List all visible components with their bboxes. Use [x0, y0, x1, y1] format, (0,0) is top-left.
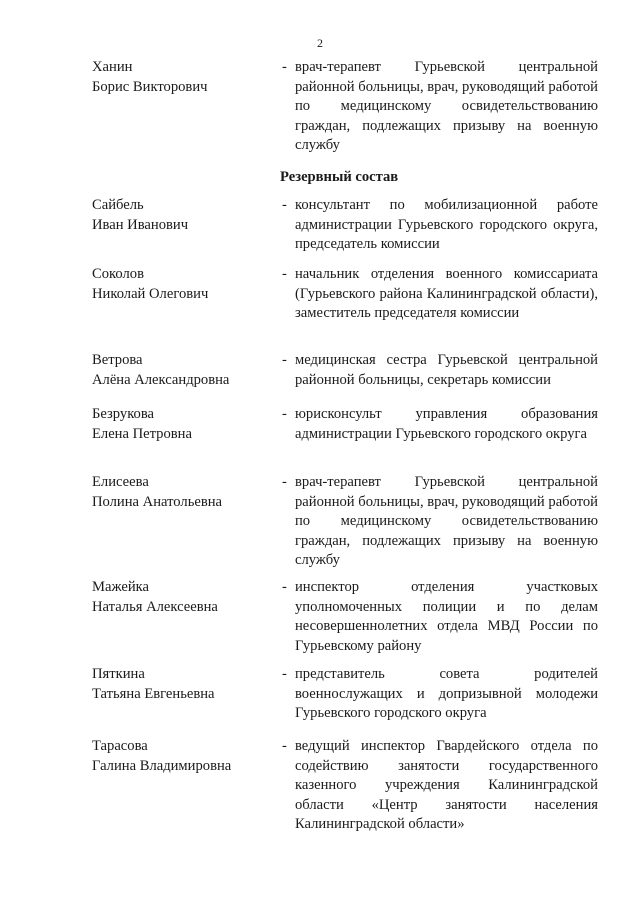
member-surname: Елисеева [92, 474, 149, 490]
member-role: медицинская сестра Гурьевской центральной районной больницы, секретарь комиссии [295, 352, 598, 388]
member-surname: Пяткина [92, 666, 145, 682]
member-surname: Ханин [92, 59, 133, 75]
list-dash: - [282, 266, 287, 282]
list-dash: - [282, 352, 287, 368]
member-name [92, 405, 277, 444]
list-dash: - [282, 406, 287, 422]
member-role: юрисконсульт управления образования администрации Гурьевского городского округа [295, 406, 598, 442]
page-number: 2 [317, 36, 323, 50]
member-surname: Сайбель [92, 197, 144, 213]
member-role: инспектор отделения участковых уполномоченных полиции и по делам несовершеннолетних отдела МВД России по Гурьевскому району [295, 579, 598, 654]
member-given-names: Наталья Алексеевна [92, 598, 218, 615]
member-name [92, 473, 277, 512]
member-role: врач-терапевт Гурьевской центральной районной больницы, врач, руководящий работой по медицинскому освидетельствованию граждан, подлежащих призыву на военную службу [295, 474, 598, 568]
member-role: врач-терапевт Гурьевской центральной районной больницы, врач, руководящий работой по медицинскому освидетельствованию граждан, подлежащих призыву на военную службу [295, 59, 598, 153]
member-given-names: Галина Владимировна [92, 757, 232, 774]
member-role: начальник отделения военного комиссариата (Гурьевского района Калининградской области), заместитель председателя комиссии [295, 266, 598, 321]
member-surname: Ветрова [92, 352, 143, 368]
member-name [92, 196, 277, 235]
member-name [92, 265, 277, 304]
member-name [92, 737, 277, 776]
list-dash: - [282, 579, 287, 595]
member-name [92, 58, 277, 97]
member-given-names: Елена Петровна [92, 425, 192, 442]
member-given-names: Татьяна Евгеньевна [92, 685, 215, 702]
member-role: консультант по мобилизационной работе администрации Гурьевского городского округа, председатель комиссии [295, 197, 598, 252]
member-role: представитель совета родителей военнослужащих и допризывной молодежи Гурьевского городского округа [295, 666, 598, 721]
list-dash: - [282, 197, 287, 213]
member-given-names: Борис Викторович [92, 78, 208, 95]
member-name [92, 578, 277, 617]
list-dash: - [282, 59, 287, 75]
member-name [92, 351, 277, 390]
member-role: ведущий инспектор Гвардейского отдела по содействию занятости государственного казенного учреждения Калининградской области «Центр занятости населения Калининградской области» [295, 738, 598, 832]
section-heading: Резервный состав [280, 169, 399, 185]
member-surname: Мажейка [92, 579, 149, 595]
list-dash: - [282, 738, 287, 754]
member-given-names: Николай Олегович [92, 285, 209, 302]
member-given-names: Полина Анатольевна [92, 493, 223, 510]
list-dash: - [282, 666, 287, 682]
member-name [92, 665, 277, 704]
list-dash: - [282, 474, 287, 490]
member-given-names: Алёна Александровна [92, 371, 230, 388]
member-surname: Тарасова [92, 738, 148, 754]
member-given-names: Иван Иванович [92, 216, 189, 233]
member-surname: Безрукова [92, 406, 155, 422]
member-surname: Соколов [92, 266, 144, 282]
